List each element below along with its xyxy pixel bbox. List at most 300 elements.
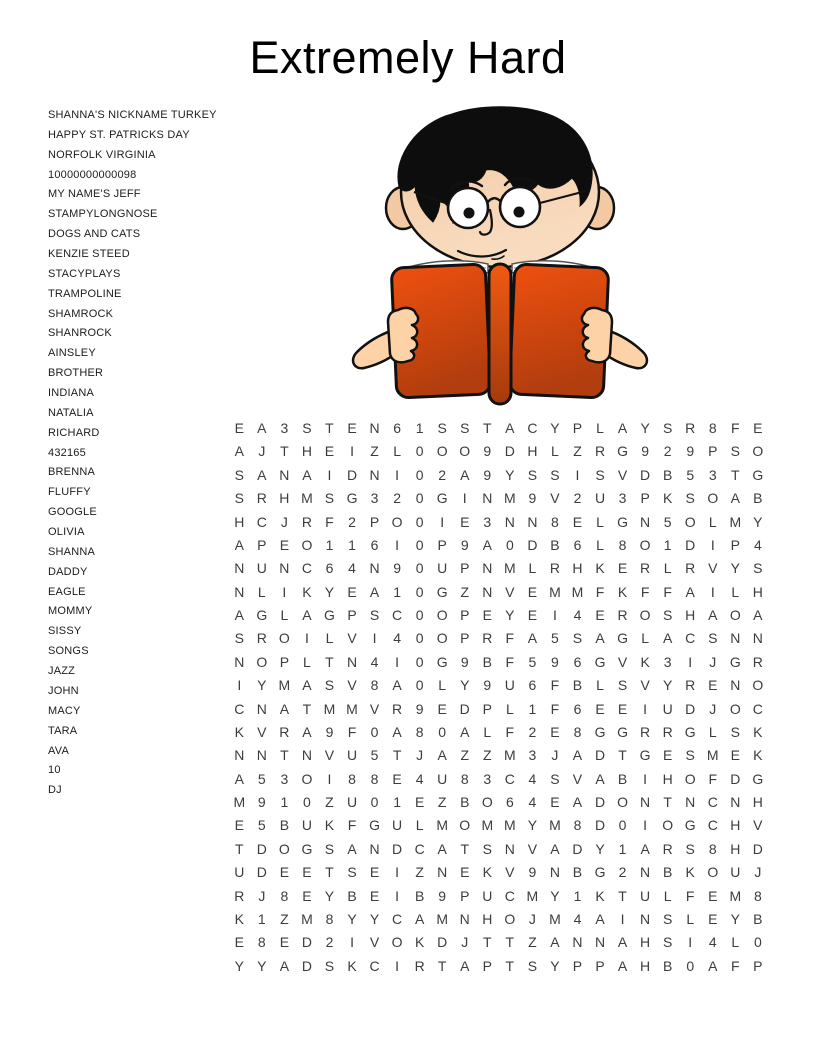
grid-cell: G: [729, 653, 741, 670]
grid-cell: N: [504, 513, 515, 530]
grid-cell: N: [369, 560, 380, 577]
grid-cell: O: [639, 607, 651, 623]
grid-cell: S: [708, 630, 718, 647]
grid-cell: B: [347, 887, 357, 904]
word-list-item: KENZIE STEED: [48, 248, 130, 261]
grid-cell: N: [346, 653, 358, 670]
grid-cell: E: [730, 747, 740, 764]
grid-cell: G: [346, 490, 358, 507]
grid-cell: E: [595, 607, 605, 623]
word-list-item: 10000000000098: [48, 168, 137, 181]
grid-cell: Z: [415, 864, 424, 881]
grid-cell: H: [752, 794, 763, 810]
grid-cell: A: [572, 747, 583, 764]
grid-cell: S: [685, 840, 695, 857]
grid-cell: K: [595, 560, 605, 577]
grid-cell: E: [347, 420, 357, 436]
grid-cell: H: [482, 910, 493, 927]
grid-cell: R: [234, 887, 245, 904]
grid-cell: S: [302, 420, 312, 436]
grid-cell: S: [753, 560, 763, 577]
grid-cell: Z: [573, 443, 582, 460]
grid-cell: P: [708, 443, 718, 460]
grid-cell: O: [256, 653, 268, 670]
grid-cell: N: [482, 560, 493, 577]
grid-cell: H: [685, 607, 696, 623]
word-list-item: NATALIA: [48, 406, 94, 419]
grid-cell: 2: [325, 934, 334, 951]
grid-cell: A: [550, 840, 560, 857]
grid-cell: D: [301, 934, 312, 951]
grid-cell: N: [527, 513, 538, 530]
grid-cell: O: [436, 443, 448, 460]
grid-cell: N: [572, 934, 583, 951]
grid-cell: A: [257, 466, 267, 483]
grid-cell: D: [346, 466, 358, 483]
grid-cell: A: [640, 840, 650, 857]
grid-cell: K: [662, 490, 673, 507]
grid-cell: L: [505, 700, 514, 717]
grid-cell: 3: [280, 420, 289, 436]
grid-row: [228, 861, 769, 884]
grid-cell: Z: [370, 443, 379, 460]
grid-cell: F: [347, 723, 357, 740]
grid-cell: B: [662, 466, 673, 483]
grid-cell: A: [234, 536, 244, 553]
grid-cell: A: [527, 630, 538, 647]
grid-cell: V: [753, 817, 763, 834]
grid-cell: 9: [483, 466, 492, 483]
grid-cell: A: [730, 490, 740, 507]
grid-cell: A: [302, 466, 312, 483]
grid-cell: I: [643, 817, 648, 834]
grid-cell: C: [256, 513, 267, 530]
grid-cell: D: [594, 794, 606, 810]
grid-cell: C: [392, 910, 403, 927]
grid-cell: 2: [663, 443, 672, 460]
grid-cell: 0: [415, 677, 424, 694]
word-list-item: SONGS: [48, 645, 89, 658]
grid-cell: A: [662, 630, 673, 647]
grid-row: [228, 464, 769, 487]
grid-cell: F: [505, 653, 515, 670]
grid-cell: S: [369, 607, 380, 623]
grid-cell: V: [369, 934, 380, 951]
grid-cell: A: [234, 770, 244, 787]
grid-cell: M: [346, 700, 358, 717]
grid-cell: S: [662, 910, 673, 927]
grid-cell: 5: [663, 513, 672, 530]
grid-cell: A: [279, 700, 290, 717]
grid-cell: O: [391, 934, 403, 951]
grid-cell: A: [437, 747, 447, 764]
grid-cell: P: [572, 420, 583, 436]
grid-cell: K: [234, 723, 244, 740]
grid-cell: O: [752, 677, 764, 694]
grid-cell: 4: [753, 536, 762, 553]
grid-cell: O: [459, 443, 471, 460]
grid-cell: Y: [753, 513, 763, 530]
grid-cell: I: [688, 653, 693, 670]
grid-cell: A: [414, 910, 425, 927]
word-list-item: STAMPYLONGNOSE: [48, 208, 158, 221]
grid-cell: O: [639, 536, 651, 553]
grid-cell: E: [572, 513, 583, 530]
grid-cell: 5: [370, 747, 379, 764]
grid-row: [228, 627, 769, 650]
grid-cell: S: [527, 466, 538, 483]
grid-cell: M: [481, 817, 494, 834]
grid-cell: D: [752, 840, 763, 857]
grid-cell: A: [617, 934, 628, 951]
grid-cell: L: [528, 560, 537, 577]
grid-row: [228, 557, 769, 580]
grid-cell: N: [301, 747, 312, 764]
grid-cell: C: [707, 817, 718, 834]
grid-cell: V: [708, 560, 718, 577]
grid-cell: 5: [686, 466, 695, 483]
grid-cell: R: [414, 957, 425, 974]
grid-cell: N: [594, 934, 606, 951]
grid-cell: P: [482, 700, 492, 717]
word-list-item: JAZZ: [48, 665, 76, 678]
grid-cell: E: [708, 887, 718, 904]
grid-cell: L: [663, 560, 672, 577]
grid-cell: N: [234, 560, 245, 577]
grid-cell: Y: [369, 910, 380, 927]
word-list-item: BRENNA: [48, 466, 96, 479]
grid-cell: U: [256, 560, 267, 577]
grid-cell: 5: [257, 770, 266, 787]
grid-cell: 9: [415, 700, 424, 717]
grid-cell: P: [753, 957, 763, 974]
grid-cell: Z: [528, 934, 537, 951]
word-list-item: NORFOLK VIRGINIA: [48, 148, 156, 161]
grid-cell: S: [662, 607, 673, 623]
grid-cell: C: [301, 560, 312, 577]
grid-cell: D: [459, 700, 470, 717]
grid-cell: G: [617, 443, 629, 460]
grid-row: [228, 651, 769, 674]
grid-cell: D: [594, 747, 606, 764]
grid-cell: 6: [325, 560, 334, 577]
grid-cell: S: [550, 466, 560, 483]
grid-cell: N: [369, 420, 380, 436]
grid-cell: H: [752, 583, 763, 600]
grid-cell: N: [234, 653, 245, 670]
grid-cell: 8: [573, 817, 582, 834]
grid-cell: F: [663, 583, 672, 600]
grid-cell: 9: [641, 443, 650, 460]
grid-cell: F: [550, 700, 560, 717]
grid-cell: N: [256, 747, 267, 764]
grid-cell: L: [280, 607, 289, 623]
grid-cell: N: [730, 630, 741, 647]
eye-right: [514, 207, 525, 218]
grid-cell: 1: [663, 536, 672, 553]
grid-cell: 6: [573, 536, 582, 553]
grid-cell: C: [685, 630, 696, 647]
grid-cell: G: [369, 817, 380, 834]
grid-cell: P: [347, 607, 357, 623]
grid-cell: L: [641, 630, 650, 647]
grid-cell: E: [662, 747, 673, 764]
grid-cell: L: [551, 443, 559, 460]
grid-cell: D: [437, 934, 448, 951]
grid-cell: 2: [393, 490, 401, 507]
grid-cell: Y: [505, 607, 515, 623]
grid-cell: P: [572, 957, 583, 974]
grid-cell: A: [505, 420, 515, 436]
grid-cell: 9: [460, 653, 469, 670]
grid-cell: U: [482, 887, 493, 904]
grid-cell: 1: [415, 420, 424, 436]
grid-cell: S: [234, 466, 244, 483]
grid-cell: G: [594, 653, 606, 670]
grid-cell: 2: [348, 513, 356, 530]
grid-cell: V: [347, 630, 357, 647]
grid-cell: O: [684, 513, 696, 530]
grid-cell: 8: [370, 770, 379, 787]
hand-right: [582, 308, 612, 362]
grid-cell: G: [684, 817, 696, 834]
grid-cell: L: [596, 677, 604, 694]
grid-cell: C: [504, 887, 515, 904]
grid-cell: L: [438, 677, 447, 694]
grid-cell: R: [392, 700, 403, 717]
grid-cell: A: [257, 420, 267, 436]
grid-cell: S: [662, 420, 673, 436]
grid-cell: I: [282, 583, 287, 600]
grid-cell: V: [640, 677, 650, 694]
grid-cell: 3: [280, 770, 289, 787]
grid-cell: S: [347, 864, 357, 881]
grid-row: [228, 698, 769, 721]
grid-cell: B: [414, 887, 425, 904]
grid-cell: 9: [483, 677, 492, 694]
grid-cell: I: [304, 630, 309, 647]
grid-cell: E: [550, 723, 560, 740]
grid-cell: P: [460, 560, 470, 577]
grid-cell: 4: [528, 794, 537, 810]
grid-cell: D: [256, 840, 267, 857]
grid-cell: 4: [573, 607, 582, 623]
grid-cell: S: [662, 934, 673, 951]
grid-cell: V: [550, 490, 560, 507]
grid-cell: A: [392, 677, 402, 694]
grid-cell: V: [347, 677, 357, 694]
grid-cell: M: [571, 583, 584, 600]
grid-cell: 3: [528, 747, 537, 764]
word-list-item: DJ: [48, 784, 62, 797]
grid-cell: 3: [618, 490, 627, 507]
grid-cell: B: [572, 864, 583, 881]
grid-cell: K: [347, 957, 357, 974]
grid-cell: S: [324, 490, 335, 507]
grid-cell: A: [234, 443, 244, 460]
grid-cell: E: [527, 583, 538, 600]
grid-cell: M: [301, 490, 313, 507]
grid-cell: A: [392, 723, 402, 740]
word-list-item: INDIANA: [48, 387, 95, 400]
grid-cell: G: [594, 723, 606, 740]
grid-cell: J: [416, 747, 424, 764]
grid-cell: C: [369, 957, 380, 974]
grid-cell: O: [707, 490, 719, 507]
grid-cell: Y: [324, 887, 335, 904]
grid-cell: 6: [393, 420, 401, 436]
grid-cell: 0: [753, 934, 762, 951]
grid-cell: L: [663, 887, 672, 904]
grid-cell: U: [437, 560, 448, 577]
grid-cell: O: [729, 700, 741, 717]
grid-cell: F: [708, 770, 718, 787]
grid-cell: Y: [347, 910, 357, 927]
puzzle-grid: [228, 417, 769, 978]
grid-cell: I: [552, 607, 557, 623]
grid-cell: Y: [595, 840, 605, 857]
grid-cell: Y: [730, 910, 740, 927]
grid-cell: E: [234, 817, 244, 834]
grid-cell: T: [731, 466, 740, 483]
grid-cell: O: [301, 770, 313, 787]
grid-cell: U: [437, 770, 448, 787]
grid-cell: Z: [483, 747, 492, 764]
grid-cell: S: [572, 630, 583, 647]
grid-cell: E: [369, 864, 380, 881]
grid-cell: A: [460, 723, 470, 740]
grid-cell: F: [640, 583, 650, 600]
grid-row: [228, 768, 769, 791]
grid-cell: Y: [324, 583, 335, 600]
grid-cell: D: [730, 770, 741, 787]
grid-cell: D: [572, 840, 583, 857]
grid-cell: M: [729, 887, 742, 904]
grid-cell: S: [324, 677, 335, 694]
grid-cell: 9: [460, 536, 469, 553]
grid-cell: N: [459, 910, 470, 927]
grid-cell: J: [258, 887, 266, 904]
grid-cell: G: [436, 490, 448, 507]
grid-cell: Z: [325, 794, 334, 810]
grid-cell: B: [550, 536, 560, 553]
grid-cell: D: [594, 817, 606, 834]
grid-cell: Z: [460, 747, 470, 764]
grid-cell: M: [526, 887, 539, 904]
grid-cell: F: [347, 817, 357, 834]
grid-cell: E: [347, 583, 357, 600]
grid-cell: T: [280, 747, 289, 764]
grid-cell: I: [643, 770, 648, 787]
grid-cell: M: [706, 747, 719, 764]
grid-cell: V: [505, 864, 515, 881]
grid-cell: 9: [528, 864, 537, 881]
grid-cell: F: [505, 630, 515, 647]
grid-row: [228, 534, 769, 557]
grid-cell: D: [301, 957, 312, 974]
eye-left: [464, 208, 475, 219]
grid-cell: U: [392, 817, 403, 834]
grid-cell: F: [685, 887, 695, 904]
grid-cell: I: [395, 653, 400, 670]
word-list-item: AINSLEY: [48, 347, 96, 360]
grid-cell: F: [550, 677, 560, 694]
grid-cell: D: [685, 700, 696, 717]
grid-cell: I: [327, 770, 332, 787]
grid-cell: 4: [415, 770, 424, 787]
grid-cell: Y: [730, 560, 740, 577]
grid-row: [228, 487, 769, 510]
grid-cell: 9: [438, 887, 447, 904]
grid-cell: A: [460, 957, 470, 974]
word-list-item: TRAMPOLINE: [48, 287, 122, 300]
grid-cell: F: [731, 957, 740, 974]
grid-cell: H: [730, 817, 741, 834]
grid-cell: 0: [370, 794, 379, 810]
grid-cell: Y: [505, 466, 515, 483]
grid-cell: Y: [640, 420, 650, 436]
grid-cell: I: [710, 583, 715, 600]
grid-cell: U: [594, 490, 606, 507]
grid-cell: E: [617, 560, 628, 577]
grid-row: [228, 744, 769, 767]
grid-cell: N: [730, 794, 741, 810]
grid-cell: 1: [528, 700, 537, 717]
grid-cell: 4: [708, 934, 717, 951]
grid-cell: G: [617, 723, 629, 740]
grid-cell: A: [482, 536, 492, 553]
grid-cell: G: [594, 864, 606, 881]
grid-cell: L: [393, 443, 401, 460]
grid-cell: 4: [573, 910, 582, 927]
grid-cell: R: [640, 560, 651, 577]
grid-cell: 9: [551, 653, 559, 670]
grid-cell: O: [481, 794, 493, 810]
grid-cell: 9: [483, 443, 492, 460]
grid-cell: J: [528, 910, 536, 927]
grid-cell: M: [549, 583, 561, 600]
grid-cell: F: [325, 513, 334, 530]
grid-cell: 9: [393, 560, 401, 577]
grid-cell: S: [730, 723, 740, 740]
grid-cell: N: [685, 794, 696, 810]
grid-row: [228, 908, 769, 931]
grid-cell: N: [437, 864, 448, 881]
grid-cell: P: [437, 536, 447, 553]
grid-cell: 8: [348, 770, 356, 787]
grid-cell: R: [662, 840, 673, 857]
grid-cell: C: [527, 420, 538, 436]
grid-cell: H: [662, 770, 673, 787]
grid-cell: 9: [325, 723, 334, 740]
grid-cell: Z: [460, 583, 470, 600]
grid-cell: N: [640, 513, 651, 530]
grid-cell: S: [234, 630, 244, 647]
grid-cell: J: [461, 934, 469, 951]
word-list-item: SHANNA'S NICKNAME TURKEY: [48, 109, 217, 121]
grid-cell: V: [617, 653, 628, 670]
grid-cell: U: [346, 747, 358, 764]
grid-cell: L: [596, 420, 604, 436]
grid-cell: K: [617, 583, 628, 600]
grid-cell: J: [551, 747, 559, 764]
grid-cell: A: [595, 910, 605, 927]
grid-cell: 8: [573, 723, 582, 740]
word-list-item: MY NAME'S JEFF: [48, 188, 141, 201]
grid-cell: O: [729, 607, 741, 623]
grid-cell: N: [369, 466, 380, 483]
grid-cell: A: [595, 770, 605, 787]
